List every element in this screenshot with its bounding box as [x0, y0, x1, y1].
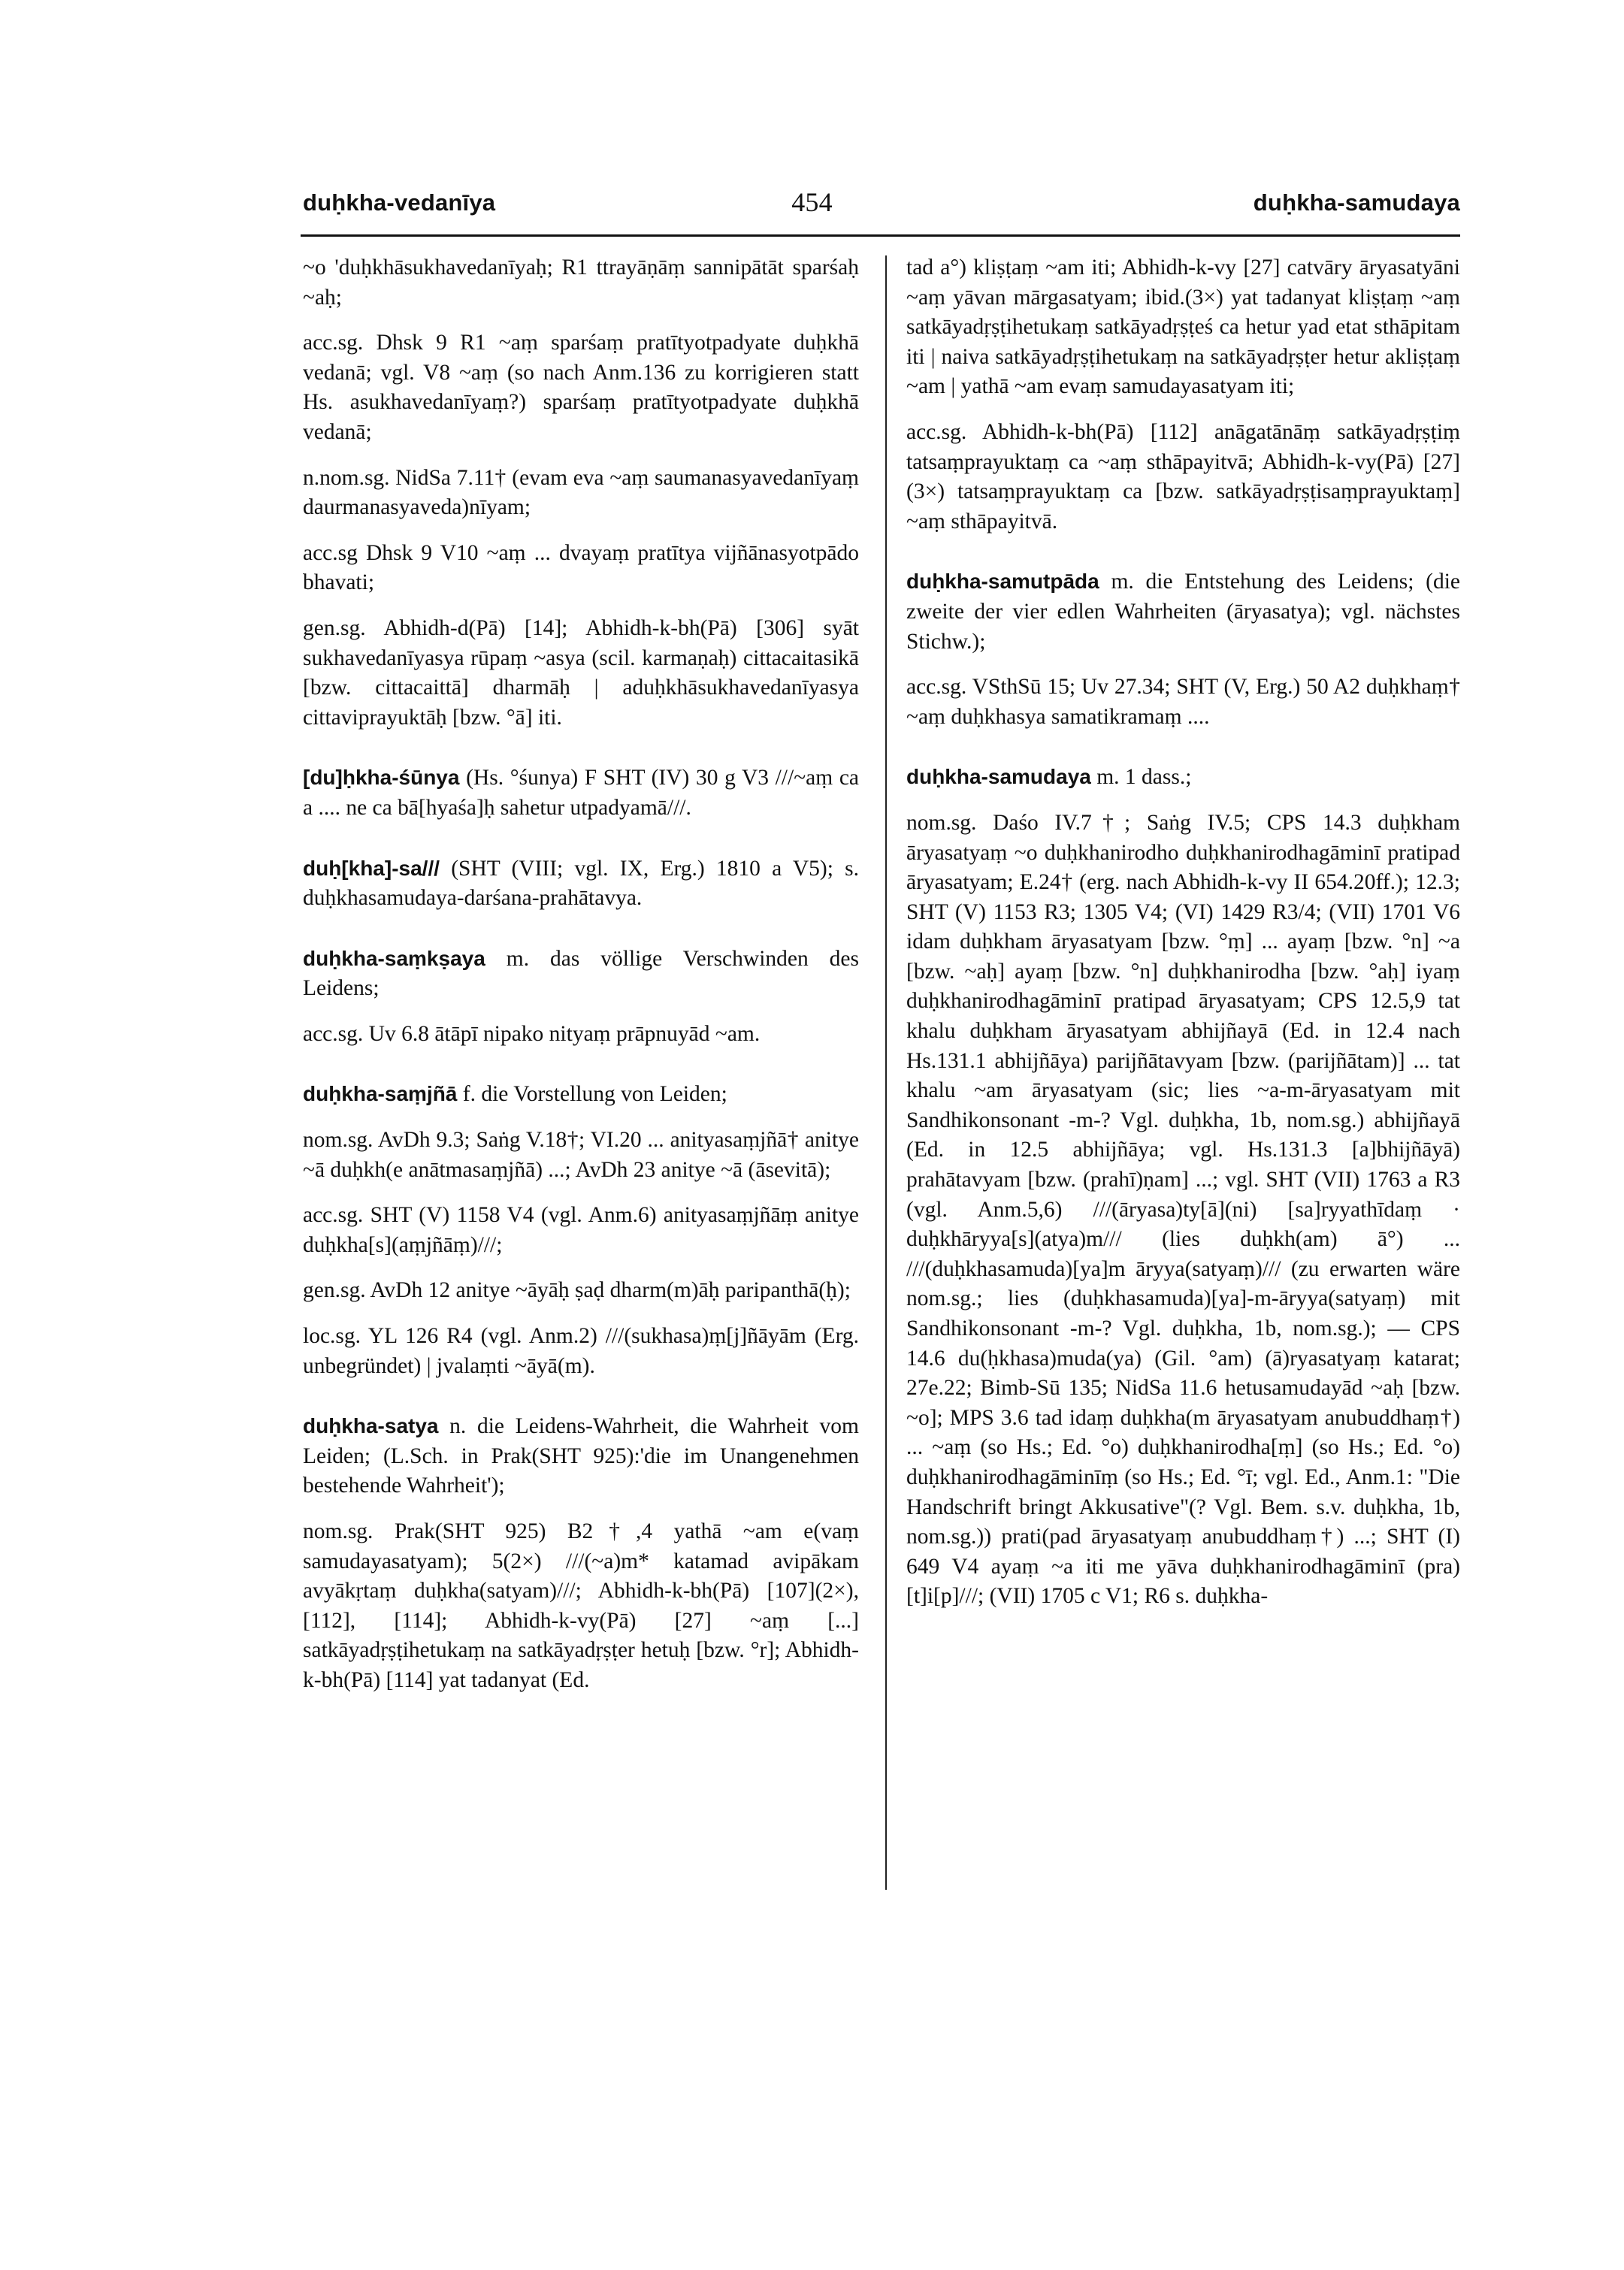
entry-headword: duḥkha-samudaya [906, 765, 1091, 789]
header-left-catchword: duḥkha-vedanīya [303, 189, 496, 216]
citation-paragraph: acc.sg. Uv 6.8 ātāpī nipako nityaṃ prāpnuyād ~am. [303, 1021, 761, 1046]
entry-headword: duḥ[kha]-sa/// [303, 856, 440, 880]
entry-headword: duḥkha-saṃjñā [303, 1082, 458, 1106]
citation-paragraph: acc.sg. SHT (V) 1158 V4 (vgl. Anm.6) anityasaṃjñāṃ anitye duḥkha[s](aṃjñāṃ)///; [303, 1203, 859, 1257]
citation-paragraph: tad a°) kliṣṭaṃ ~am iti; Abhidh-k-vy [27] catvāry āryasatyāni ~aṃ yāvan mārgasatyam; ibid.(3×) yat tadanyat kliṣṭaṃ ~aṃ satkāyadṛṣṭihetukaṃ satkāyadṛṣṭeś ca hetur yad etat sthāpitam iti | naiva satkāyadṛṣṭihetukaṃ na satkāyadṛṣṭer hetur akliṣṭaṃ ~am | yathā ~am evaṃ samudayasatyam iti; [906, 255, 1460, 399]
citation-paragraph: nom.sg. AvDh 9.3; Saṅg V.18†; VI.20 ... anityasaṃjñā† anitye ~ā duḥkh(e anātmasaṃjñā) ...; AvDh 23 anitye ~ā (āsevitā); [303, 1128, 859, 1182]
citation-paragraph: acc.sg Dhsk 9 V10 ~aṃ ... dvayaṃ pratītya vijñānasyotpādo bhavati; [303, 540, 859, 595]
entry-headword: duḥkha-samutpāda [906, 570, 1099, 594]
entry-definition: m. die Entstehung des Leidens; (die zweite der vier edlen Wahrheiten (āryasatya); vgl. nächstes Stichw.); [906, 570, 1461, 654]
dictionary-entry [906, 762, 1460, 793]
entry-definition: f. die Vorstellung von Leiden; [462, 1082, 727, 1107]
citation-paragraph: acc.sg. Abhidh-k-bh(Pā) [112] anāgatānāṃ satkāyadṛṣṭiṃ tatsaṃprayuktaṃ ca ~aṃ sthāpayitvā; Abhidh-k-vy(Pā) [27](3×) tatsaṃprayuktaṃ ca [bzw. satkāyadṛṣṭisaṃprayuktaṃ] ~aṃ sthāpayitvā. [906, 419, 1460, 533]
citation-paragraph: loc.sg. YL 126 R4 (vgl. Anm.2) ///(sukhasa)ṃ[j]ñāyām (Erg. unbegründet) | jvalaṃti ~āyā(m). [303, 1324, 859, 1378]
header-right-catchword: duḥkha-samudaya [1253, 189, 1460, 216]
citation-paragraph: acc.sg. Dhsk 9 R1 ~aṃ sparśaṃ pratītyotpadyate duḥkhā vedanā; vgl. V8 ~aṃ (so nach Anm.136 zu korrigieren statt Hs. asukhavedanīyaṃ?) sparśaṃ pratītyotpadyate duḥkhā vedanā; [303, 331, 859, 444]
entry-definition: m. das völlige Verschwinden des Leidens; [303, 946, 859, 1001]
dictionary-entry [303, 854, 859, 914]
dictionary-entry [303, 944, 859, 1004]
citation-paragraph: gen.sg. Abhidh-d(Pā) [14]; Abhidh-k-bh(Pā) [306] syāt sukhavedanīyasya rūpaṃ ~asya (scil. karmaṇaḥ) cittacaitasikā [bzw. cittacaittā] dharmāḥ | aduḥkhāsukhavedanīyasya cittaviprayuktāḥ [bzw. °ā] iti. [303, 615, 859, 730]
citation-paragraph: gen.sg. AvDh 12 anitye ~āyāḥ ṣaḍ dharm(m)āḥ paripanthā(ḥ); [303, 1278, 851, 1303]
citation-paragraph: ~o 'duḥkhāsukhavedanīyaḥ; R1 ttrayāṇāṃ sannipātāt sparśaḥ ~aḥ; [303, 255, 859, 310]
entry-definition: m. 1 dass.; [1096, 765, 1192, 790]
entry-definition: n. die Leidens-Wahrheit, die Wahrheit vom Leiden; (L.Sch. in Prak(SHT 925):'die im Unangenehmen bestehende Wahrheit'); [303, 1414, 859, 1498]
citation-paragraph: nom.sg. Prak(SHT 925) B2†,4 yathā ~am e(vaṃ samudayasatyam); 5(2×) ///(~a)m* katamad avipākam avyākṛtaṃ duḥkha(satyam)///; Abhidh-k-bh(Pā) [107](2×),[112], [114]; Abhidh-k-vy(Pā) [27] ~aṃ [...] satkāyadṛṣṭihetukaṃ na satkāyadṛṣṭer hetuḥ [bzw. °r]; Abhidh-k-bh(Pā) [114] yat tadanyat (Ed. [303, 1519, 859, 1692]
entry-definition: (SHT (VIII; vgl. IX, Erg.) 1810 a V5); s. duḥkhasamudaya-darśana-prahātavya. [303, 856, 860, 911]
header-rule [301, 234, 1460, 237]
dictionary-entry [303, 1411, 859, 1501]
column-divider [885, 255, 887, 1890]
page-number: 454 [791, 187, 833, 217]
citation-paragraph: acc.sg. VSthSū 15; Uv 27.34; SHT (V, Erg.) 50 A2 duḥkhaṃ† ~aṃ duḥkhasya samatikramaṃ .... [906, 675, 1460, 729]
entry-headword: duḥkha-satya [303, 1414, 439, 1438]
citation-paragraph: nom.sg. Daśo IV.7†; Saṅg IV.5; CPS 14.3 duḥkham āryasatyaṃ ~o duḥkhanirodho duḥkhanirodhagāminī pratipad āryasatyam; E.24† (erg. nach Abhidh-k-vy II 654.20ff.); 12.3; SHT (V) 1153 R3; 1305 V4; (VI) 1429 R3/4; (VII) 1701 V6 idam duḥkham āryasatyam [bzw. °ṃ] ... ayaṃ [bzw. °n] ~a [bzw. ~aḥ] ayaṃ [bzw. °n] duḥkhanirodha [bzw. °aḥ] iyaṃ duḥkhanirodhagāminī pratipad āryasatyam; CPS 12.5,9 tat khalu duḥkham āryasatyam abhijñayā (Ed. in 12.4 nach Hs.131.1 abhijñāya) parijñātavyam [bzw. (parijñātam)] ... tat khalu ~am āryasatyam (sic; lies ~a-m-āryasatyam mit Sandhikonsonant -m-? Vgl. duḥkha, 1b, nom.sg.) abhijñayā (Ed. in 12.5 abhijñāya; vgl. Hs.131.3 [a]bhijñāyā) prahātavyam [bzw. (prahī)ṇam] ...; vgl. SHT (VII) 1763 a R3 (vgl. Anm.5,6) ///(āryasa)ty[ā](ni) [sa]ryyathīdaṃ · duḥkhāryya[s](atya)m/// (lies duḥkh(am) ā°) ... ///(duḥkhasamuda)[ya]m āryya(satyaṃ)/// (zu erwarten wäre nom.sg.; lies (duḥkhasamuda)[ya]-m-āryya(satyaṃ) mit Sandhikonsonant -m-? Vgl. duḥkha, 1b, nom.sg.); — CPS 14.6 du(ḥkhasa)muda(ya) (Gil. °am) (ā)ryasatyaṃ katarat; 27e.22; Bimb-Sū 135; NidSa 11.6 hetusamudayād ~aḥ [bzw. ~o]; MPS 3.6 tad idaṃ duḥkha(m āryasatyam anubuddhaṃ†) ... ~aṃ (so Hs.; Ed. °o) duḥkhanirodha[ṃ] (so Hs.; Ed. °o) duḥkhanirodhagāminīṃ (so Hs.; Ed. °ī; vgl. Ed., Anm.1: "Die Handschrift bringt Akkusative"(? Vgl. Bem. s.v. duḥkha, 1b, nom.sg.)) prati(pad āryasatyaṃ anubuddhaṃ†) ...; SHT (I) 649 V4 ayaṃ ~a iti me yāva duḥkhanirodhagāminī (pra)[t]i[p]///; (VII) 1705 c V1; R6 s. duḥkha- [906, 810, 1460, 1609]
dictionary-entry [303, 1079, 859, 1110]
entry-headword: duḥkha-saṃkṣaya [303, 946, 485, 970]
dictionary-entry [906, 567, 1460, 657]
entry-headword: [du]ḥkha-śūnya [303, 766, 460, 790]
dictionary-entry [303, 763, 859, 823]
citation-paragraph: n.nom.sg. NidSa 7.11† (evam eva ~aṃ saumanasyavedanīyaṃ daurmanasyaveda)nīyam; [303, 465, 859, 520]
entry-definition: (Hs. °śunya) F SHT (IV) 30 g V3 ///~aṃ ca a .... ne ca bā[hyaśa]ḥ sahetur utpadyamā///. [303, 766, 860, 820]
left-column [303, 253, 859, 1712]
right-column [906, 253, 1460, 1628]
